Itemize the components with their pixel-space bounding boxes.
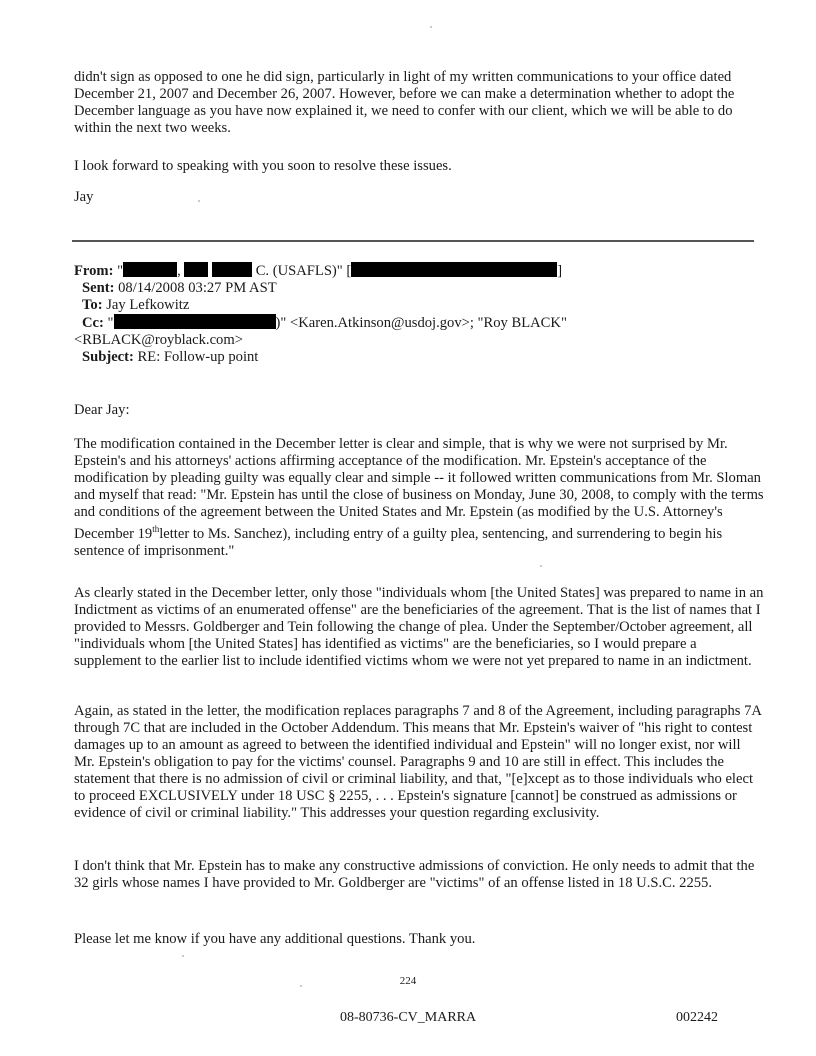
ordinal-suffix: th xyxy=(152,524,160,534)
scan-speck xyxy=(198,200,200,202)
to-value: Jay Lefkowitz xyxy=(106,297,190,313)
scan-speck xyxy=(300,985,302,987)
body-paragraph: As clearly stated in the December letter, only those "individuals whom [the United States] was prepared to name in an Indictment as victims of an enumerated offense" are the beneficiaries of the agreement. That is the list of names that I provided to Messrs. Goldberger and Tein following the change of plea. Under the September/October agreement, all "individuals whom [the United States] has identified as victims" are the beneficiaries, so I would prepare a supplement to the earlier list to include identified victims whom we were not yet prepared to name in an indictment. xyxy=(74,585,764,669)
email-header xyxy=(74,262,764,366)
to-label: To: xyxy=(82,297,103,313)
separator-line xyxy=(72,240,754,242)
sent-value: 08/14/2008 03:27 PM AST xyxy=(118,280,277,296)
page-number: 224 xyxy=(399,975,417,987)
scan-speck xyxy=(182,955,184,957)
subject-row xyxy=(74,349,764,366)
scan-speck xyxy=(540,565,542,567)
from-bracket: ] xyxy=(557,263,563,279)
body-paragraph xyxy=(74,436,764,560)
subject-value: RE: Follow-up point xyxy=(137,349,259,365)
body-paragraph: Please let me know if you have any additional questions. Thank you. xyxy=(74,931,476,947)
cc-value: )" <Karen.Atkinson@usdoj.gov>; "Roy BLACK" xyxy=(275,315,567,331)
redaction-box xyxy=(212,262,252,277)
from-comma: , xyxy=(177,263,181,279)
greeting: Dear Jay: xyxy=(74,402,130,418)
signature: Jay xyxy=(74,189,94,205)
to-row xyxy=(74,297,764,314)
closing-line: I look forward to speaking with you soon to resolve these issues. xyxy=(74,158,452,174)
document-number: 002242 xyxy=(676,1010,718,1025)
cc-quote: " xyxy=(107,315,114,331)
body-paragraph: Again, as stated in the letter, the modification replaces paragraphs 7 and 8 of the Agreement, including paragraphs 7A through 7C that are included in the October Addendum. This means that Mr. Epstein's waiver of "his right to contest damages up to an amount as agreed to between the identified individual and Epstein" will no longer exist, nor will Mr. Epstein's obligation to pay for the victims' counsel. Paragraphs 9 and 10 are still in effect. This includes the statement that there is no admission of civil or criminal liability, and that, "[e]xcept as to those individuals who elect to proceed EXCLUSIVELY under 18 USC § 2255, . . . Epstein's signature [cannot] be construed as admissions or evidence of civil or criminal liability." This addresses your question regarding exclusivity. xyxy=(74,703,762,821)
redaction-box xyxy=(114,314,276,329)
subject-label: Subject: xyxy=(82,349,134,365)
from-value: C. (USAFLS)" [ xyxy=(255,263,352,279)
cc-row-continued xyxy=(74,332,764,349)
redaction-box xyxy=(184,262,208,277)
cc-label: Cc: xyxy=(82,315,104,331)
from-row xyxy=(74,262,764,280)
intro-paragraph: didn't sign as opposed to one he did sign, particularly in light of my written communications to your office dated December 21, 2007 and December 26, 2007. However, before we can make a determination whether to adopt the December language as you have now explained it, we need to confer with our client, which we will be able to do within the next two weeks. xyxy=(74,69,735,136)
sent-row xyxy=(74,280,764,297)
body-text: letter to Ms. Sanchez), including entry of a guilty plea, sentencing, and surrendering to begin his sentence of imprisonment." xyxy=(74,525,723,559)
cc-row xyxy=(74,314,764,332)
redaction-box xyxy=(123,262,177,277)
sent-label: Sent: xyxy=(82,280,115,296)
body-text: The modification contained in the December letter is clear and simple, that is why we were not surprised by Mr. Epstein's and his attorneys' actions affirming acceptance of the modification. Mr. Epstein's acceptance of the modification by pleading guilty was equally clear and simple -- it followed written communications from Mr. Sloman and myself that read: "Mr. Epstein has until the close of business on Monday, June 30, 2008, to comply with the terms and conditions of the agreement between the United States and Mr. Epstein (as modified by the U.S. Attorney's December 19 xyxy=(74,436,764,542)
from-quote: " xyxy=(117,263,124,279)
cc-value-line2: <RBLACK@royblack.com> xyxy=(74,332,243,348)
redaction-box xyxy=(351,262,557,277)
from-label: From: xyxy=(74,263,114,279)
case-number: 08-80736-CV_MARRA xyxy=(340,1010,477,1025)
body-paragraph: I don't think that Mr. Epstein has to make any constructive admissions of conviction. He only needs to admit that the 32 girls whose names I have provided to Mr. Goldberger are "victims" of an offense listed in 18 U.S.C. 2255. xyxy=(74,858,755,891)
scan-speck xyxy=(430,26,432,28)
